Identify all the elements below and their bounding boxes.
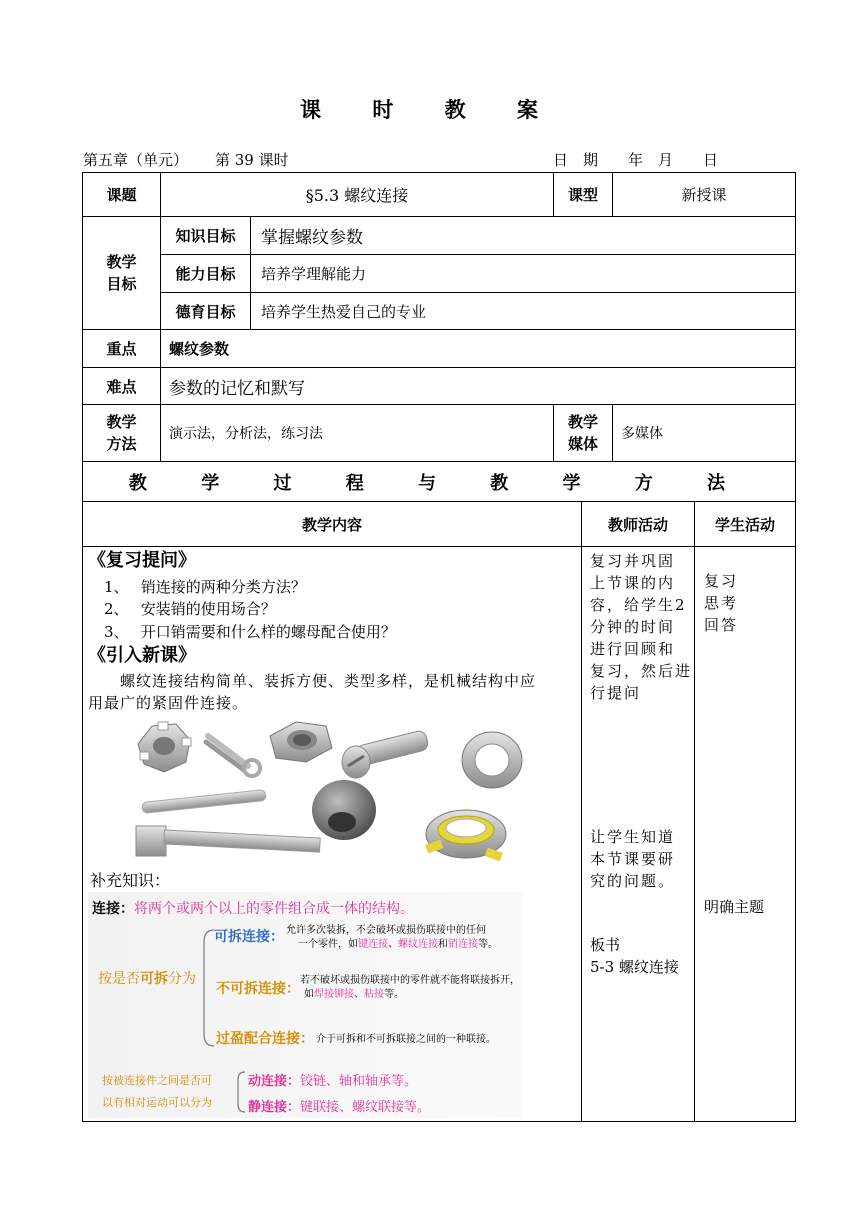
diagram-bracket-2: [236, 1070, 246, 1114]
teacher-activity-1: [590, 550, 692, 704]
review-question-2: 2、 安装销的使用场合？: [104, 600, 276, 618]
motion-label-2: 以有相对运动可以分为: [102, 1097, 212, 1109]
diagram-by-a: 按是否: [98, 972, 140, 987]
student-line: 思考: [704, 594, 739, 612]
student-line: 复习: [704, 572, 739, 590]
ability-label: 能力目标: [160, 254, 251, 293]
stud-icon: [142, 790, 266, 814]
motion-label-1: 按被连接件之间是否可: [102, 1075, 212, 1087]
teacher-line: 究的问题。: [590, 872, 676, 890]
dynamic-label: 动连接：: [248, 1074, 301, 1089]
supplement-label: 补充知识：: [90, 871, 171, 890]
intro-paragraph-line1: 螺纹连接结构简单、装拆方便、类型多样，是机械结构中应: [120, 672, 537, 690]
teacher-line: 行提问: [590, 684, 642, 702]
intro-paragraph-line2: 用最广的紧固件连接。: [88, 694, 249, 712]
moral-label: 德育目标: [160, 292, 251, 330]
type-label: 课型: [553, 172, 613, 217]
non-detachable-text-2: 如: [304, 989, 314, 1000]
detach-and: 和: [438, 939, 448, 950]
diagram-def-text: 将两个或两个以上的零件组合成一体的结构。: [134, 902, 414, 917]
student-activity-1: [704, 570, 738, 636]
intro-heading: 《引入新课》: [88, 645, 196, 666]
dynamic-text: 铰链、轴和轴承等。: [300, 1073, 418, 1088]
detachable-label: 可拆连接：: [214, 929, 284, 945]
document-title: 课 时 教 案: [300, 98, 560, 122]
teacher-line: 复习并巩固: [590, 552, 676, 570]
teacher-line: 上节课的内: [590, 574, 676, 592]
teacher-line: 容，给学生2: [590, 596, 687, 614]
difficulty-value: 参数的记忆和默写: [160, 367, 796, 405]
detachable-text-2: 一个零件，如: [298, 939, 358, 950]
student-line: 回答: [704, 616, 739, 634]
diagram-by-c: 分为: [168, 972, 196, 987]
method-label: 教学 方法: [82, 404, 161, 462]
teacher-line: 进行回顾和: [590, 640, 676, 658]
teacher-activity-2: [590, 826, 675, 892]
static-label: 静连接：: [248, 1100, 301, 1115]
media-label: 教学 媒体: [553, 404, 613, 462]
detachable-text-1: 允许多次装拆，不会破坏或损伤联接中的任何: [286, 925, 486, 936]
goals-label: 教学 目标: [82, 216, 161, 330]
col-content-header: 教学内容: [82, 501, 582, 547]
non-detachable-label: 不可拆连接：: [216, 981, 300, 997]
student-activity-2: 明确主题: [704, 898, 765, 916]
moral-value: 培养学生热爱自己的专业: [250, 292, 796, 330]
difficulty-label: 难点: [82, 367, 161, 405]
lesson-number: 第 39 课时: [215, 151, 289, 169]
detach-sep: 、: [388, 939, 398, 950]
nondetach-end: 等。: [384, 989, 404, 1000]
teacher-line: 本节课要研: [590, 850, 676, 868]
glue: 粘接: [364, 989, 384, 1000]
knowledge-value: 掌握螺纹参数: [250, 216, 796, 255]
non-detachable-text-1: 若不破坏或损伤联接中的零件就不能将联接拆开，: [300, 975, 520, 986]
ability-value: 培养学理解能力: [250, 254, 796, 293]
nondetach-sep: 、: [354, 989, 364, 1000]
diagram-bracket: [202, 928, 216, 1048]
lock-washer-icon: [425, 810, 506, 861]
weld-rivet: 焊接铆接: [314, 989, 354, 1000]
diagram-by-b: 可拆: [140, 971, 168, 987]
diagram-def-label: 连接：: [92, 901, 134, 917]
board-label: 板书: [590, 936, 621, 954]
review-heading: 《复习提问》: [88, 550, 196, 571]
slotted-screw-icon: [342, 730, 429, 778]
col-teacher-header: 教师活动: [581, 501, 695, 547]
teacher-line: 让学生知道: [590, 828, 676, 846]
topic-label: 课题: [82, 172, 161, 217]
date-field: 日 期 年 月 日: [553, 151, 719, 169]
detach-end: 等。: [478, 939, 498, 950]
key-label: 重点: [82, 329, 161, 368]
hex-nut-icon: [270, 722, 332, 762]
connection-diagram: [88, 892, 522, 1118]
key-connection: 键连接: [358, 939, 388, 950]
interference-label: 过盈配合连接：: [216, 1031, 314, 1047]
col-student-header: 学生活动: [694, 501, 796, 547]
chapter-label: 第五章（单元）: [83, 151, 189, 169]
process-title: 教 学 过 程 与 教 学 方 法: [82, 461, 796, 502]
review-question-1: 1、 销连接的两种分类方法？: [104, 578, 306, 596]
topic-value: §5.3 螺纹连接: [160, 172, 554, 217]
key-value: 螺纹参数: [160, 329, 796, 368]
acorn-nut-icon: [312, 780, 376, 840]
board-value: 5-3 螺纹连接: [590, 958, 679, 976]
castle-nut-icon: [138, 722, 191, 772]
type-value: 新授课: [612, 172, 796, 217]
interference-text: 介于可拆和不可拆联接之间的一种联接。: [316, 1034, 496, 1045]
fastener-illustration: [130, 718, 530, 870]
knowledge-label: 知识目标: [160, 216, 251, 255]
static-text: 键联接、螺纹联接等。: [300, 1099, 431, 1114]
media-value: 多媒体: [612, 404, 796, 462]
thread-connection: 螺纹连接: [398, 939, 438, 950]
teacher-line: 分钟的时间: [590, 618, 676, 636]
review-question-3: 3、 开口销需要和什么样的螺母配合使用？: [104, 623, 396, 641]
method-value: 演示法，分析法，练习法: [160, 404, 554, 462]
pin-connection: 销连接: [448, 939, 478, 950]
hex-bolt-icon: [136, 826, 320, 856]
cotter-pin-icon: [206, 736, 260, 776]
round-nut-icon: [462, 732, 522, 788]
teacher-line: 复习，然后进: [590, 662, 693, 680]
